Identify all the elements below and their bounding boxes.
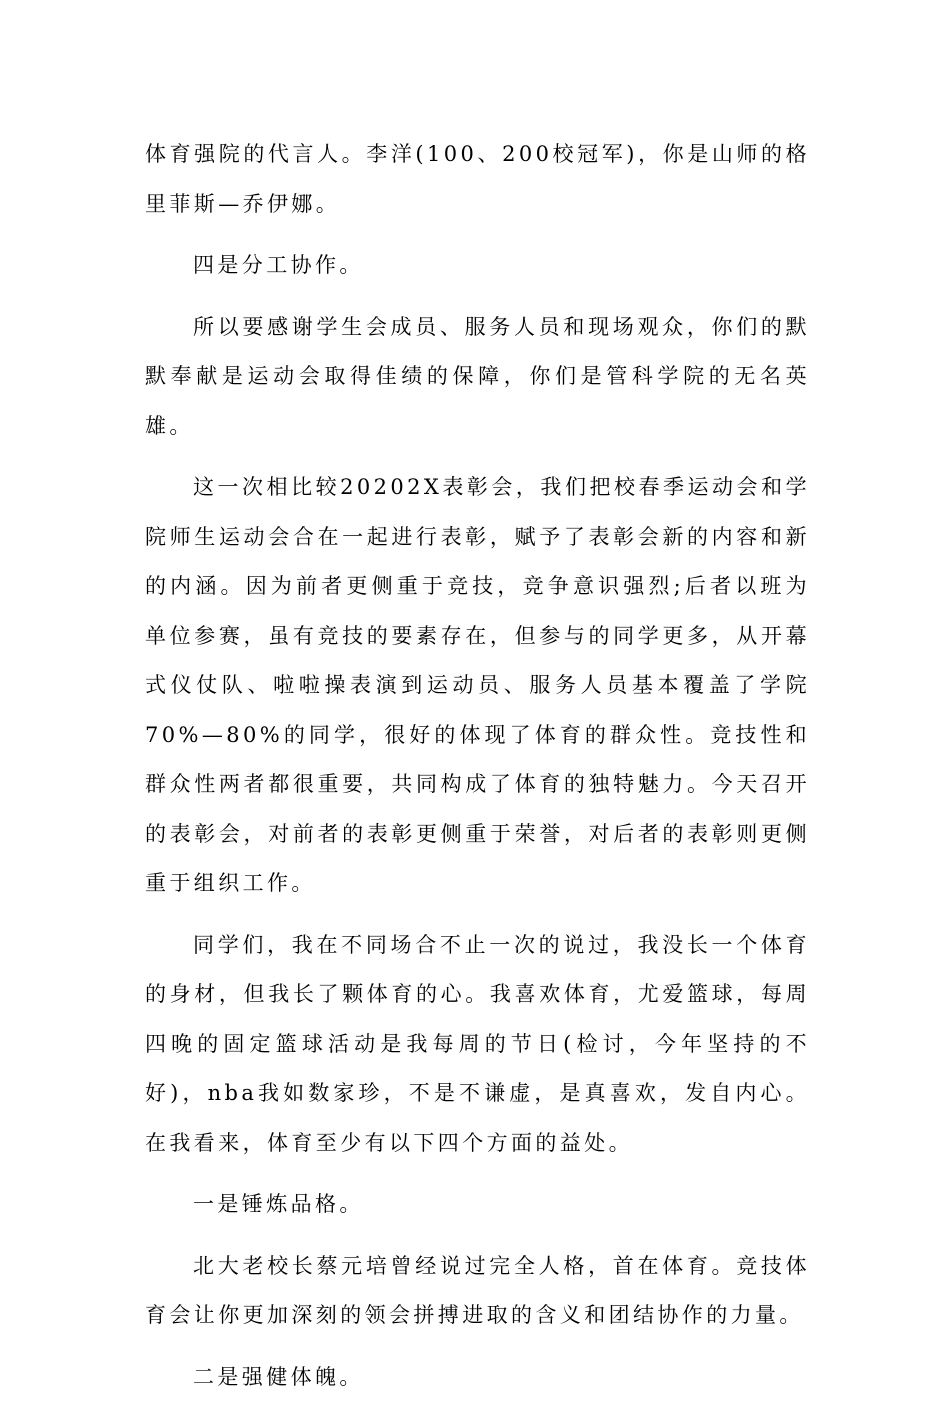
paragraph-8-heading: 二是强健体魄。 (193, 1364, 364, 1389)
paragraph-3: 所以要感谢学生会成员、服务人员和现场观众，你们的默默奉献是运动会取得佳绩的保障，你们是管科学院的无名英雄。 (145, 314, 810, 438)
paragraph-2-heading: 四是分工协作。 (193, 253, 364, 277)
paragraph-6-heading: 一是锤炼品格。 (193, 1192, 364, 1216)
paragraph-1: 体育强院的代言人。李洋(100、200校冠军)，你是山师的格里菲斯—乔伊娜。 (145, 142, 810, 216)
paragraph-7: 北大老校长蔡元培曾经说过完全人格，首在体育。竞技体育会让你更加深刻的领会拼搏进取的含义和团结协作的力量。 (145, 1253, 810, 1327)
paragraph-5: 同学们，我在不同场合不止一次的说过，我没长一个体育的身材，但我长了颗体育的心。我喜欢体育，尤爱篮球，每周四晚的固定篮球活动是我每周的节日(检讨，今年坚持的不好)，nba我如数家珍，不是不谦虚，是真喜欢，发自内心。在我看来，体育至少有以下四个方面的益处。 (145, 932, 810, 1155)
paragraph-4: 这一次相比较20202X表彰会，我们把校春季运动会和学院师生运动会合在一起进行表彰，赋予了表彰会新的内容和新的内涵。因为前者更侧重于竞技，竞争意识强烈;后者以班为单位参赛，虽有竞技的要素存在，但参与的同学更多，从开幕式仪仗队、啦啦操表演到运动员、服务人员基本覆盖了学院70%—80%的同学，很好的体现了体育的群众性。竞技性和群众性两者都很重要，共同构成了体育的独特魅力。今天召开的表彰会，对前者的表彰更侧重于荣誉，对后者的表彰则更侧重于组织工作。 (145, 475, 810, 895)
document-body (145, 130, 810, 1414)
